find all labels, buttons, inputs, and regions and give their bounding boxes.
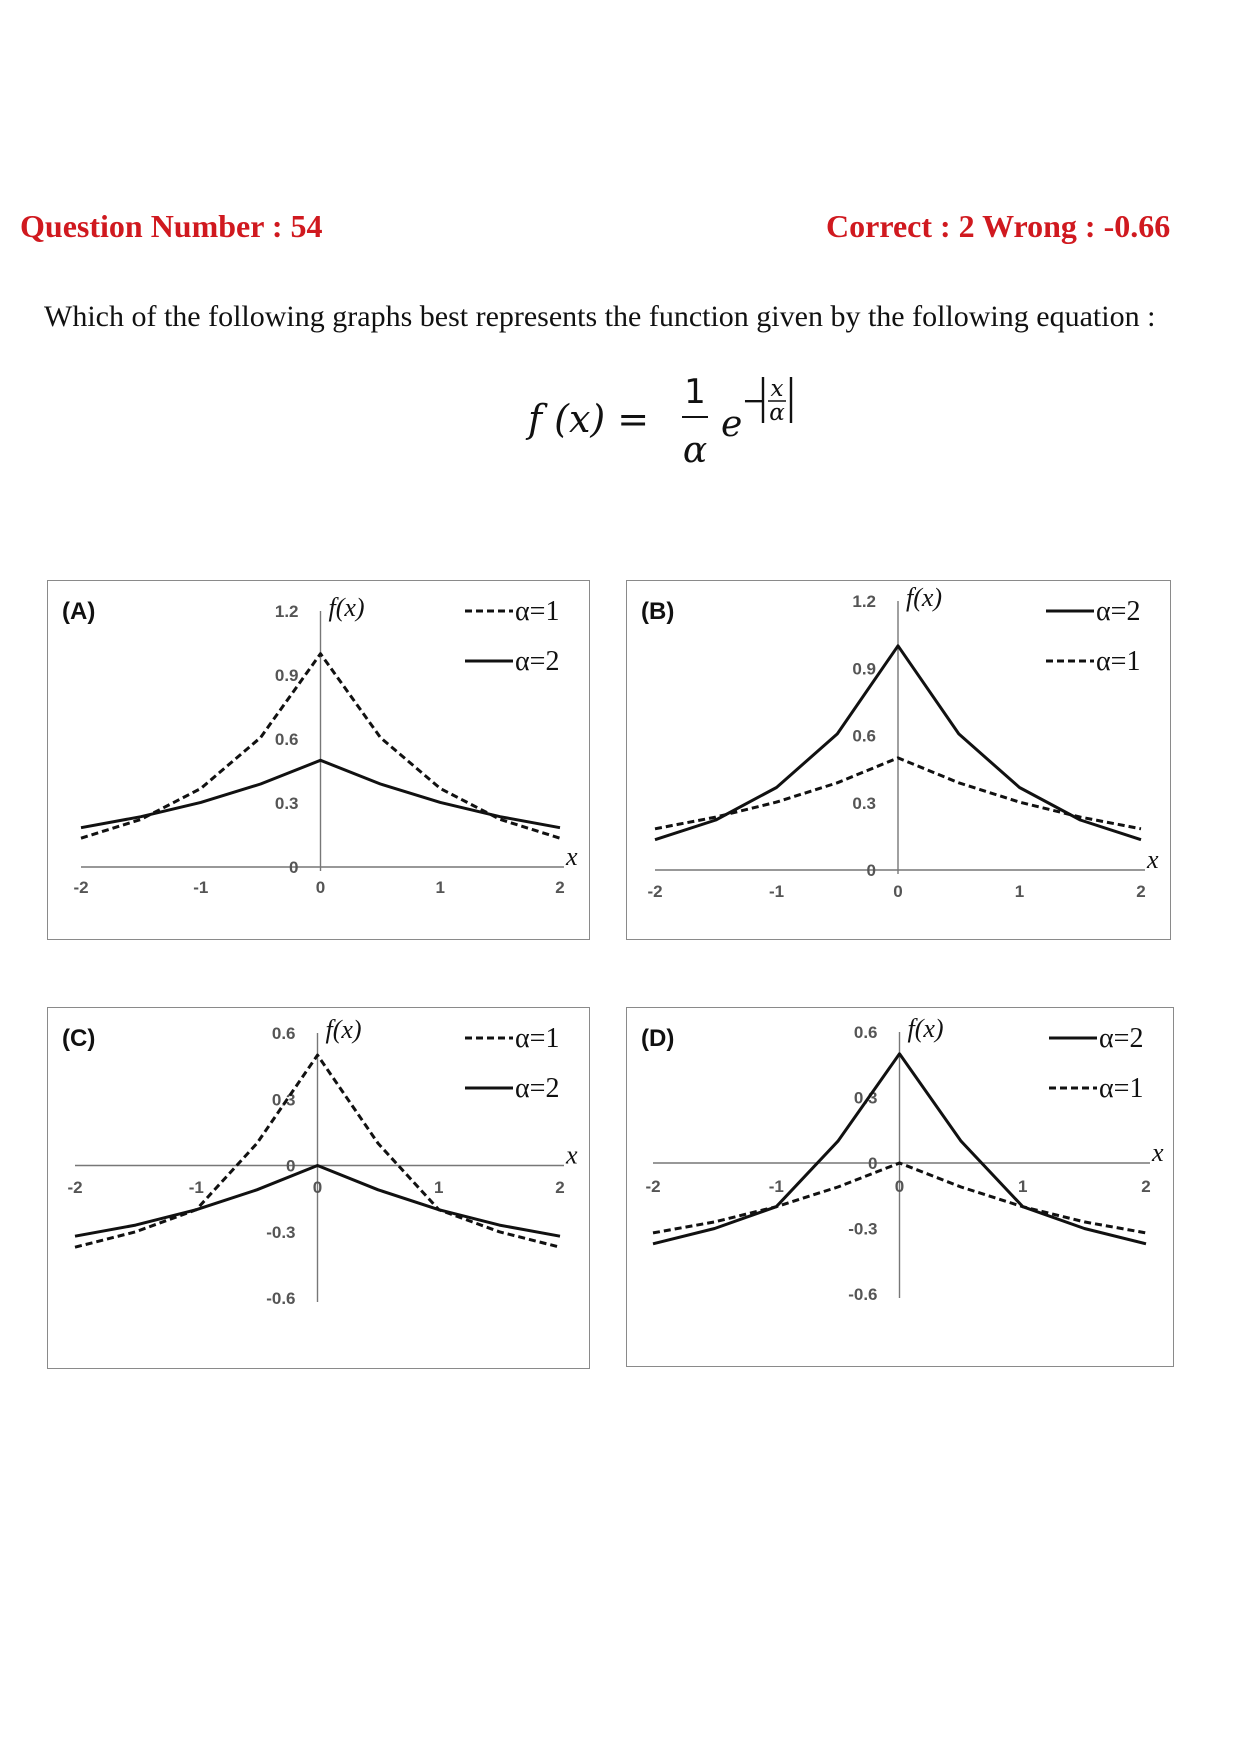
- x-tick-label: -2: [645, 1177, 661, 1196]
- legend-label: α=1: [515, 596, 560, 627]
- y-tick-label: 0.6: [853, 1023, 878, 1042]
- y-axis-label: f(x): [325, 1015, 362, 1044]
- x-tick-label: -2: [647, 882, 663, 901]
- panel-label: (D): [641, 1025, 675, 1052]
- x-tick-label: -1: [768, 882, 785, 901]
- chart-c: [48, 1008, 591, 1370]
- equation-exp-num: x: [770, 376, 784, 402]
- x-tick-label: 1: [1018, 1177, 1028, 1196]
- x-tick-label: 0: [315, 878, 326, 897]
- y-tick-label: 0.9: [274, 666, 299, 685]
- x-tick-label: 2: [555, 878, 565, 897]
- x-tick-label: -2: [67, 1178, 83, 1197]
- x-tick-label: -1: [768, 1177, 784, 1196]
- x-tick-label: -1: [193, 878, 209, 897]
- x-tick-label: 2: [1141, 1177, 1151, 1196]
- x-tick-label: 0: [894, 1177, 905, 1196]
- y-tick-label: 0.6: [274, 730, 299, 749]
- chart-b: [627, 581, 1172, 941]
- legend-label: α=1: [1099, 1073, 1144, 1104]
- panel-label: (A): [62, 598, 96, 625]
- legend-label: α=2: [515, 1073, 560, 1104]
- x-tick-label: 1: [435, 878, 445, 897]
- equation-numerator: 1: [684, 372, 706, 412]
- y-tick-label: 0.6: [271, 1024, 296, 1043]
- x-tick-label: 1: [1014, 882, 1025, 901]
- x-tick-label: -1: [188, 1178, 204, 1197]
- legend-label: α=2: [1099, 1023, 1144, 1054]
- chart-d: [627, 1008, 1175, 1368]
- question-text: Which of the following graphs best represents the function given by the following equation :: [44, 300, 1156, 333]
- x-axis-label: x: [566, 842, 578, 871]
- y-tick-label: 0.3: [853, 1088, 878, 1108]
- x-tick-label: 2: [1136, 882, 1146, 901]
- chart-a: [48, 581, 591, 941]
- y-tick-label: 0: [286, 1156, 296, 1176]
- y-tick-label: 0.3: [274, 794, 299, 813]
- y-tick-label: -0.6: [266, 1289, 296, 1308]
- y-axis-label: f(x): [907, 1014, 944, 1043]
- question-number: Question Number : 54: [20, 208, 323, 244]
- y-tick-label: 0: [289, 858, 299, 877]
- y-tick-label: 0: [866, 861, 876, 880]
- y-tick-label: -0.3: [266, 1222, 296, 1242]
- x-axis-label: x: [1147, 845, 1159, 874]
- panel-label: (B): [641, 598, 675, 625]
- legend-label: α=2: [1096, 596, 1141, 627]
- y-axis-label: f(x): [328, 593, 365, 622]
- legend-label: α=1: [515, 1023, 560, 1054]
- legend-label: α=2: [515, 646, 560, 677]
- graph-option-c: [47, 1007, 590, 1369]
- x-tick-label: 0: [312, 1178, 323, 1197]
- y-tick-label: 0.6: [852, 726, 876, 746]
- y-axis-label: f(x): [906, 583, 943, 612]
- y-tick-label: 0.9: [852, 659, 876, 679]
- x-tick-label: -2: [73, 878, 89, 897]
- marking-scheme: Correct : 2 Wrong : -0.66: [826, 208, 1171, 244]
- x-axis-label: x: [566, 1140, 578, 1170]
- equation-base: e: [721, 404, 743, 445]
- equation-exp-sign: −: [742, 384, 766, 417]
- panel-label: (C): [62, 1025, 96, 1052]
- equation-exp-den: α: [769, 400, 785, 426]
- graph-option-a: [47, 580, 590, 940]
- x-tick-label: 2: [555, 1178, 565, 1197]
- x-tick-label: 0: [893, 882, 903, 901]
- equation: [520, 370, 840, 490]
- graph-option-b: [626, 580, 1171, 940]
- equation-denominator: α: [682, 430, 708, 471]
- y-tick-label: 1.2: [274, 602, 299, 621]
- y-tick-label: 0: [868, 1154, 878, 1173]
- y-tick-label: -0.3: [848, 1219, 878, 1239]
- graph-option-d: [626, 1007, 1174, 1367]
- x-tick-label: 1: [434, 1178, 444, 1197]
- y-tick-label: 0.3: [271, 1090, 296, 1110]
- legend-label: α=1: [1096, 646, 1141, 677]
- y-tick-label: 1.2: [852, 592, 876, 611]
- y-tick-label: 0.3: [852, 793, 876, 813]
- y-tick-label: -0.6: [848, 1285, 878, 1304]
- equation-lhs: f (x) =: [528, 397, 650, 441]
- x-axis-label: x: [1152, 1138, 1164, 1167]
